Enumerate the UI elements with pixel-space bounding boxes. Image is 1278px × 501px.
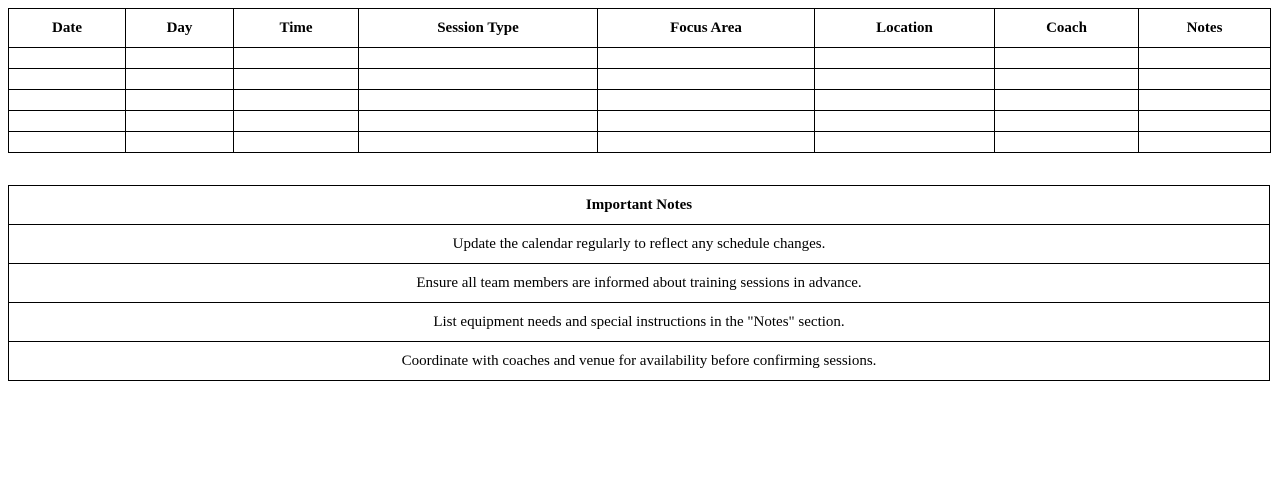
note-row bbox=[9, 342, 1270, 381]
schedule-row bbox=[9, 69, 1271, 90]
schedule-cell[interactable] bbox=[815, 90, 995, 111]
schedule-cell[interactable] bbox=[234, 48, 359, 69]
schedule-cell[interactable] bbox=[9, 132, 126, 153]
schedule-cell[interactable] bbox=[815, 69, 995, 90]
schedule-cell[interactable] bbox=[359, 111, 598, 132]
schedule-cell[interactable] bbox=[995, 48, 1139, 69]
training-schedule-table bbox=[8, 8, 1271, 153]
note-item: Coordinate with coaches and venue for availability before confirming sessions. bbox=[9, 342, 1270, 381]
note-item: List equipment needs and special instructions in the "Notes" section. bbox=[9, 303, 1270, 342]
notes-header-row bbox=[9, 186, 1270, 225]
schedule-cell[interactable] bbox=[995, 69, 1139, 90]
schedule-cell[interactable] bbox=[126, 48, 234, 69]
schedule-cell[interactable] bbox=[598, 111, 815, 132]
schedule-cell[interactable] bbox=[126, 111, 234, 132]
schedule-cell[interactable] bbox=[359, 48, 598, 69]
note-item: Update the calendar regularly to reflect any schedule changes. bbox=[9, 225, 1270, 264]
schedule-cell[interactable] bbox=[126, 132, 234, 153]
schedule-cell[interactable] bbox=[1139, 111, 1271, 132]
header-coach: Coach bbox=[995, 9, 1139, 48]
schedule-row bbox=[9, 90, 1271, 111]
schedule-cell[interactable] bbox=[1139, 90, 1271, 111]
schedule-cell[interactable] bbox=[995, 90, 1139, 111]
schedule-cell[interactable] bbox=[359, 69, 598, 90]
schedule-row bbox=[9, 132, 1271, 153]
schedule-cell[interactable] bbox=[234, 69, 359, 90]
important-notes-table bbox=[8, 185, 1270, 381]
schedule-cell[interactable] bbox=[234, 90, 359, 111]
note-item: Ensure all team members are informed about training sessions in advance. bbox=[9, 264, 1270, 303]
schedule-cell[interactable] bbox=[1139, 132, 1271, 153]
schedule-cell[interactable] bbox=[815, 132, 995, 153]
schedule-cell[interactable] bbox=[234, 132, 359, 153]
schedule-cell[interactable] bbox=[9, 48, 126, 69]
schedule-cell[interactable] bbox=[815, 48, 995, 69]
header-time: Time bbox=[234, 9, 359, 48]
schedule-cell[interactable] bbox=[1139, 69, 1271, 90]
header-day: Day bbox=[126, 9, 234, 48]
header-notes: Notes bbox=[1139, 9, 1271, 48]
schedule-cell[interactable] bbox=[126, 90, 234, 111]
schedule-cell[interactable] bbox=[598, 69, 815, 90]
schedule-header-row bbox=[9, 9, 1271, 48]
note-row bbox=[9, 303, 1270, 342]
schedule-cell[interactable] bbox=[598, 48, 815, 69]
note-row bbox=[9, 225, 1270, 264]
schedule-cell[interactable] bbox=[359, 90, 598, 111]
schedule-row bbox=[9, 48, 1271, 69]
schedule-cell[interactable] bbox=[126, 69, 234, 90]
header-session-type: Session Type bbox=[359, 9, 598, 48]
notes-title: Important Notes bbox=[9, 186, 1270, 225]
header-focus-area: Focus Area bbox=[598, 9, 815, 48]
schedule-cell[interactable] bbox=[815, 111, 995, 132]
schedule-cell[interactable] bbox=[234, 111, 359, 132]
schedule-cell[interactable] bbox=[9, 69, 126, 90]
schedule-cell[interactable] bbox=[1139, 48, 1271, 69]
header-location: Location bbox=[815, 9, 995, 48]
schedule-cell[interactable] bbox=[9, 90, 126, 111]
schedule-row bbox=[9, 111, 1271, 132]
schedule-cell[interactable] bbox=[995, 111, 1139, 132]
schedule-cell[interactable] bbox=[598, 90, 815, 111]
header-date: Date bbox=[9, 9, 126, 48]
schedule-body bbox=[9, 48, 1271, 153]
schedule-cell[interactable] bbox=[9, 111, 126, 132]
schedule-cell[interactable] bbox=[995, 132, 1139, 153]
schedule-cell[interactable] bbox=[598, 132, 815, 153]
schedule-cell[interactable] bbox=[359, 132, 598, 153]
note-row bbox=[9, 264, 1270, 303]
